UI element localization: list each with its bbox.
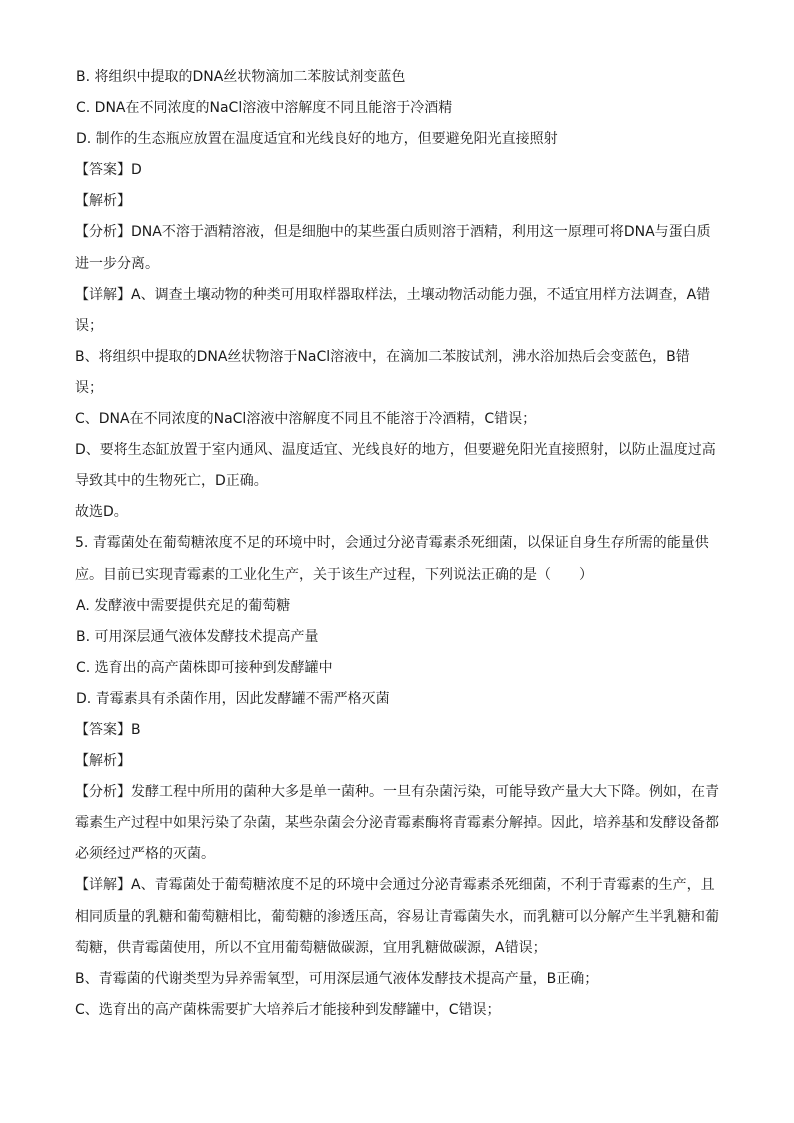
question-5-analysis-heading: 【解析】	[75, 753, 131, 770]
conclusion-prev: 故选D。	[75, 504, 128, 521]
analysis-text-prev: 【分析】DNA不溶于酒精溶液，但是细胞中的某些蛋白质则溶于酒精，利用这一原理可将DNA与蛋白质	[75, 224, 711, 241]
question-5-option-d: D. 青霉素具有杀菌作用，因此发酵罐不需严格灭菌	[76, 690, 390, 707]
option-c-prev: C. DNA在不同浓度的NaCl溶液中溶解度不同且能溶于冷酒精	[76, 100, 453, 117]
question-5-detail-a-cont: 相同质量的乳糖和葡萄糖相比，葡萄糖的渗透压高，容易让青霉菌失水，而乳糖可以分解产生半乳糖和葡	[75, 908, 719, 925]
detail-c-prev: C、DNA在不同浓度的NaCl溶液中溶解度不同且不能溶于冷酒精，C错误；	[75, 411, 537, 428]
document-page	[75, 62, 725, 1026]
detail-a-prev-cont: 误；	[75, 317, 103, 334]
question-5-stem-cont: 应。目前已实现青霉素的工业化生产，关于该生产过程，下列说法正确的是（ ）	[75, 566, 593, 583]
analysis-heading-prev: 【解析】	[75, 193, 131, 210]
detail-b-prev: B、将组织中提取的DNA丝状物溶于NaCl溶液中，在滴加二苯胺试剂，沸水浴加热后会变蓝色，B错	[75, 348, 690, 365]
question-5-stem: 5. 青霉菌处在葡萄糖浓度不足的环境中时，会通过分泌青霉素杀死细菌，以保证自身生存所需的能量供	[75, 535, 709, 552]
question-5-analysis-text-cont: 霉素生产过程中如果污染了杂菌，某些杂菌会分泌青霉素酶将青霉素分解掉。因此，培养基和发酵设备都	[75, 815, 719, 832]
question-5-detail-a: 【详解】A、青霉菌处于葡萄糖浓度不足的环境中会通过分泌青霉素杀死细菌，不利于青霉素的生产，且	[75, 877, 715, 894]
option-d-prev: D. 制作的生态瓶应放置在温度适宜和光线良好的地方，但要避免阳光直接照射	[76, 131, 558, 148]
analysis-text-prev-cont: 进一步分离。	[75, 255, 159, 272]
detail-b-prev-cont: 误；	[75, 379, 103, 396]
question-5-option-b: B. 可用深层通气液体发酵技术提高产量	[76, 628, 319, 645]
detail-a-prev: 【详解】A、调查土壤动物的种类可用取样器取样法，土壤动物活动能力强，不适宜用样方法调查，A错	[75, 286, 711, 303]
detail-d-prev-cont: 导致其中的生物死亡，D正确。	[75, 473, 268, 490]
option-b-prev: B. 将组织中提取的DNA丝状物滴加二苯胺试剂变蓝色	[76, 69, 406, 85]
detail-d-prev: D、要将生态缸放置于室内通风、温度适宜、光线良好的地方，但要避免阳光直接照射，以防止温度过高	[75, 442, 716, 459]
question-5-option-c: C. 选育出的高产菌株即可接种到发酵罐中	[76, 659, 333, 676]
question-5-analysis-text: 【分析】发酵工程中所用的菌种大多是单一菌种。一旦有杂菌污染，可能导致产量大大下降。例如，在青	[75, 784, 719, 801]
answer-prev: 【答案】D	[75, 162, 142, 179]
question-5-detail-a-cont2: 萄糖，供青霉菌使用，所以不宜用葡萄糖做碳源，宜用乳糖做碳源，A错误；	[75, 939, 547, 956]
question-5-analysis-text-cont2: 必须经过严格的灭菌。	[75, 846, 215, 863]
question-5-option-a: A. 发酵液中需要提供充足的葡萄糖	[76, 597, 291, 614]
question-5-detail-c: C、选育出的高产菌株需要扩大培养后才能接种到发酵罐中，C错误；	[75, 1001, 501, 1018]
question-5-detail-b: B、青霉菌的代谢类型为异养需氧型，可用深层通气液体发酵技术提高产量，B正确；	[75, 970, 599, 987]
question-5-answer: 【答案】B	[75, 721, 141, 738]
